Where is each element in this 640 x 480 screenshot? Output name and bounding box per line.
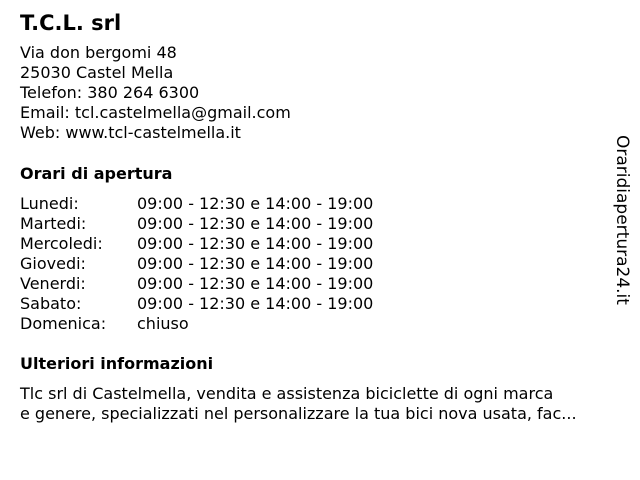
address-city: 25030 Castel Mella	[20, 63, 174, 82]
hours-day: Mercoledi:	[20, 234, 103, 253]
business-name: T.C.L. srl	[20, 11, 122, 35]
hours-day: Giovedi:	[20, 254, 86, 273]
email-line: Email: tcl.castelmella@gmail.com	[20, 103, 291, 122]
hours-time: 09:00 - 12:30 e 14:00 - 19:00	[137, 274, 374, 293]
hours-time: 09:00 - 12:30 e 14:00 - 19:00	[137, 234, 374, 253]
hours-row-monday	[20, 194, 373, 214]
hours-row-thursday	[20, 254, 373, 274]
hours-title: Orari di apertura	[20, 164, 173, 183]
site-watermark: Oraridiapertura24.it	[612, 135, 632, 305]
web-line: Web: www.tcl-castelmella.it	[20, 123, 241, 142]
hours-table	[20, 194, 373, 334]
hours-time: 09:00 - 12:30 e 14:00 - 19:00	[137, 214, 374, 233]
hours-day: Venerdi:	[20, 274, 86, 293]
hours-row-wednesday	[20, 234, 373, 254]
hours-day: Martedi:	[20, 214, 87, 233]
hours-time: 09:00 - 12:30 e 14:00 - 19:00	[137, 194, 374, 213]
address-street: Via don bergomi 48	[20, 43, 177, 62]
info-description	[20, 384, 577, 424]
contact-block	[20, 43, 291, 143]
info-line: Tlc srl di Castelmella, vendita e assistenza biciclette di ogni marca	[20, 384, 554, 403]
info-title: Ulteriori informazioni	[20, 354, 214, 373]
hours-time: 09:00 - 12:30 e 14:00 - 19:00	[137, 254, 374, 273]
hours-row-saturday	[20, 294, 373, 314]
hours-time: chiuso	[137, 314, 189, 333]
hours-day: Sabato:	[20, 294, 82, 313]
hours-row-tuesday	[20, 214, 373, 234]
info-line: e genere, specializzati nel personalizzare la tua bici nova usata, fac...	[20, 404, 577, 423]
hours-row-sunday	[20, 314, 373, 334]
hours-day: Domenica:	[20, 314, 107, 333]
hours-time: 09:00 - 12:30 e 14:00 - 19:00	[137, 294, 374, 313]
hours-row-friday	[20, 274, 373, 294]
hours-day: Lunedi:	[20, 194, 79, 213]
phone-line: Telefon: 380 264 6300	[20, 83, 200, 102]
